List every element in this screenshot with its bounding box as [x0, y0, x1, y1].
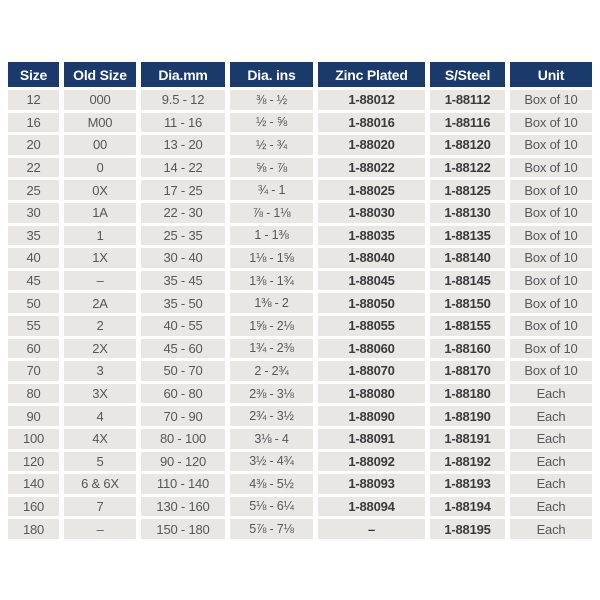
table-cell-dia-mm: 25 - 35: [141, 226, 225, 246]
table-cell-s-steel: 1-88130: [430, 203, 505, 223]
table-cell-zinc-plated: 1-88045: [318, 271, 425, 291]
table-cell-dia-mm: 17 - 25: [141, 180, 225, 200]
table-cell-s-steel: 1-88191: [430, 429, 505, 449]
table-cell-s-steel: 1-88116: [430, 113, 505, 133]
table-cell-dia-ins: 2⅜ - 3⅛: [230, 384, 313, 404]
table-cell-size: 80: [8, 384, 59, 404]
table-cell-size: 30: [8, 203, 59, 223]
table-row: [8, 429, 592, 449]
table-cell-dia-mm: 40 - 55: [141, 316, 225, 336]
table-row: [8, 316, 592, 336]
table-cell-unit: Each: [510, 519, 592, 539]
table-cell-old-size: M00: [64, 113, 136, 133]
table-cell-zinc-plated: 1-88035: [318, 226, 425, 246]
table-cell-dia-mm: 50 - 70: [141, 361, 225, 381]
table-cell-dia-ins: 1 - 1⅜: [230, 226, 313, 246]
table-cell-old-size: 1: [64, 226, 136, 246]
table-cell-zinc-plated: 1-88090: [318, 406, 425, 426]
table-cell-old-size: 2X: [64, 339, 136, 359]
table-cell-s-steel: 1-88195: [430, 519, 505, 539]
column-header-dia-mm: Dia.mm: [141, 62, 225, 87]
table-cell-unit: Box of 10: [510, 113, 592, 133]
table-cell-old-size: 4X: [64, 429, 136, 449]
table-cell-dia-ins: 5⅛ - 6¼: [230, 497, 313, 517]
table-cell-old-size: 7: [64, 497, 136, 517]
table-cell-s-steel: 1-88194: [430, 497, 505, 517]
table-cell-unit: Each: [510, 452, 592, 472]
table-cell-zinc-plated: 1-88012: [318, 90, 425, 110]
table-cell-dia-mm: 150 - 180: [141, 519, 225, 539]
table-cell-old-size: 2A: [64, 293, 136, 313]
table-cell-old-size: 5: [64, 452, 136, 472]
column-header-dia-ins: Dia. ins: [230, 62, 313, 87]
table-cell-s-steel: 1-88170: [430, 361, 505, 381]
table-cell-size: 55: [8, 316, 59, 336]
table-row: [8, 339, 592, 359]
table-cell-zinc-plated: 1-88092: [318, 452, 425, 472]
table-row: [8, 113, 592, 133]
table-cell-dia-mm: 13 - 20: [141, 135, 225, 155]
table-cell-size: 60: [8, 339, 59, 359]
table-cell-old-size: 2: [64, 316, 136, 336]
table-row: [8, 271, 592, 291]
table-cell-old-size: 3: [64, 361, 136, 381]
table-cell-dia-ins: ½ - ¾: [230, 135, 313, 155]
table-row: [8, 293, 592, 313]
table-cell-unit: Box of 10: [510, 226, 592, 246]
table-cell-s-steel: 1-88150: [430, 293, 505, 313]
table-cell-dia-ins: 4⅜ - 5½: [230, 474, 313, 494]
table-cell-zinc-plated: 1-88050: [318, 293, 425, 313]
table-cell-dia-ins: 1⅛ - 1⅝: [230, 248, 313, 268]
table-cell-unit: Box of 10: [510, 180, 592, 200]
table-cell-unit: Box of 10: [510, 361, 592, 381]
table-cell-size: 160: [8, 497, 59, 517]
table-cell-dia-mm: 9.5 - 12: [141, 90, 225, 110]
table-cell-size: 45: [8, 271, 59, 291]
table-cell-unit: Box of 10: [510, 271, 592, 291]
table-cell-s-steel: 1-88120: [430, 135, 505, 155]
table-cell-dia-ins: ⅞ - 1⅛: [230, 203, 313, 223]
table-row: [8, 497, 592, 517]
table-cell-dia-ins: 1⅜ - 1¾: [230, 271, 313, 291]
table-cell-unit: Box of 10: [510, 90, 592, 110]
table-row: [8, 406, 592, 426]
table-cell-size: 20: [8, 135, 59, 155]
table-cell-dia-mm: 60 - 80: [141, 384, 225, 404]
table-cell-dia-mm: 130 - 160: [141, 497, 225, 517]
table-cell-zinc-plated: –: [318, 519, 425, 539]
table-cell-zinc-plated: 1-88025: [318, 180, 425, 200]
table-cell-dia-mm: 35 - 45: [141, 271, 225, 291]
table-cell-unit: Box of 10: [510, 158, 592, 178]
table-cell-old-size: 000: [64, 90, 136, 110]
table-cell-s-steel: 1-88180: [430, 384, 505, 404]
table-cell-zinc-plated: 1-88020: [318, 135, 425, 155]
table-cell-unit: Box of 10: [510, 248, 592, 268]
table-cell-dia-ins: ⅜ - ½: [230, 90, 313, 110]
table-cell-zinc-plated: 1-88040: [318, 248, 425, 268]
table-cell-size: 40: [8, 248, 59, 268]
table-cell-dia-ins: 1⅝ - 2⅛: [230, 316, 313, 336]
table-row: [8, 226, 592, 246]
table-cell-dia-mm: 30 - 40: [141, 248, 225, 268]
table-cell-dia-mm: 14 - 22: [141, 158, 225, 178]
header-row: [8, 62, 592, 87]
table-cell-s-steel: 1-88193: [430, 474, 505, 494]
table-cell-size: 70: [8, 361, 59, 381]
table-cell-size: 25: [8, 180, 59, 200]
table-cell-old-size: 1X: [64, 248, 136, 268]
table-cell-size: 90: [8, 406, 59, 426]
table-cell-dia-ins: ¾ - 1: [230, 180, 313, 200]
table-cell-dia-mm: 110 - 140: [141, 474, 225, 494]
table-cell-unit: Each: [510, 384, 592, 404]
table-cell-s-steel: 1-88135: [430, 226, 505, 246]
table-cell-unit: Box of 10: [510, 203, 592, 223]
table-cell-dia-ins: 2¾ - 3½: [230, 406, 313, 426]
table-cell-dia-ins: 3½ - 4¾: [230, 452, 313, 472]
table-cell-old-size: 4: [64, 406, 136, 426]
table-row: [8, 384, 592, 404]
table-cell-s-steel: 1-88145: [430, 271, 505, 291]
table-cell-zinc-plated: 1-88070: [318, 361, 425, 381]
table-cell-size: 12: [8, 90, 59, 110]
table-row: [8, 474, 592, 494]
table-cell-old-size: 3X: [64, 384, 136, 404]
table-cell-s-steel: 1-88140: [430, 248, 505, 268]
table-cell-size: 140: [8, 474, 59, 494]
table-cell-size: 16: [8, 113, 59, 133]
table-cell-unit: Each: [510, 406, 592, 426]
table-cell-size: 35: [8, 226, 59, 246]
table-row: [8, 452, 592, 472]
table-row: [8, 248, 592, 268]
table-cell-dia-mm: 45 - 60: [141, 339, 225, 359]
table-cell-old-size: –: [64, 271, 136, 291]
table-cell-dia-ins: 5⅞ - 7⅛: [230, 519, 313, 539]
table-cell-s-steel: 1-88112: [430, 90, 505, 110]
table-cell-dia-mm: 90 - 120: [141, 452, 225, 472]
table-cell-old-size: 0X: [64, 180, 136, 200]
table-cell-old-size: 0: [64, 158, 136, 178]
table-row: [8, 180, 592, 200]
table-cell-zinc-plated: 1-88080: [318, 384, 425, 404]
table-cell-dia-ins: ⅝ - ⅞: [230, 158, 313, 178]
table-cell-dia-mm: 22 - 30: [141, 203, 225, 223]
table-cell-zinc-plated: 1-88060: [318, 339, 425, 359]
column-header-s-steel: S/Steel: [430, 62, 505, 87]
table-cell-dia-ins: 2 - 2¾: [230, 361, 313, 381]
table-row: [8, 135, 592, 155]
table-row: [8, 203, 592, 223]
table-cell-unit: Box of 10: [510, 339, 592, 359]
table-cell-zinc-plated: 1-88091: [318, 429, 425, 449]
table-cell-dia-mm: 70 - 90: [141, 406, 225, 426]
table-cell-dia-ins: 1⅜ - 2: [230, 293, 313, 313]
table-row: [8, 361, 592, 381]
table-cell-size: 22: [8, 158, 59, 178]
table-cell-size: 120: [8, 452, 59, 472]
table-cell-size: 100: [8, 429, 59, 449]
table-cell-old-size: 6 & 6X: [64, 474, 136, 494]
table-cell-zinc-plated: 1-88093: [318, 474, 425, 494]
table-cell-zinc-plated: 1-88022: [318, 158, 425, 178]
table-cell-old-size: 1A: [64, 203, 136, 223]
table-cell-zinc-plated: 1-88016: [318, 113, 425, 133]
table-cell-dia-ins: 1¾ - 2⅜: [230, 339, 313, 359]
table-cell-s-steel: 1-88122: [430, 158, 505, 178]
spec-table: [8, 62, 592, 539]
table-cell-size: 180: [8, 519, 59, 539]
table-cell-unit: Box of 10: [510, 293, 592, 313]
table-cell-unit: Each: [510, 474, 592, 494]
table-cell-unit: Box of 10: [510, 135, 592, 155]
table-cell-dia-mm: 35 - 50: [141, 293, 225, 313]
table-cell-s-steel: 1-88190: [430, 406, 505, 426]
table-cell-dia-ins: ½ - ⅝: [230, 113, 313, 133]
column-header-zinc-plated: Zinc Plated: [318, 62, 425, 87]
table-cell-unit: Each: [510, 497, 592, 517]
column-header-old-size: Old Size: [64, 62, 136, 87]
table-cell-unit: Each: [510, 429, 592, 449]
table-cell-size: 50: [8, 293, 59, 313]
table-cell-s-steel: 1-88192: [430, 452, 505, 472]
table-cell-s-steel: 1-88155: [430, 316, 505, 336]
column-header-unit: Unit: [510, 62, 592, 87]
table-cell-old-size: –: [64, 519, 136, 539]
table-cell-s-steel: 1-88160: [430, 339, 505, 359]
table-cell-zinc-plated: 1-88055: [318, 316, 425, 336]
table-cell-dia-ins: 3⅛ - 4: [230, 429, 313, 449]
table-cell-dia-mm: 80 - 100: [141, 429, 225, 449]
table-cell-zinc-plated: 1-88094: [318, 497, 425, 517]
table-row: [8, 158, 592, 178]
table-row: [8, 519, 592, 539]
table-cell-s-steel: 1-88125: [430, 180, 505, 200]
table-row: [8, 90, 592, 110]
table-cell-unit: Box of 10: [510, 316, 592, 336]
table-cell-zinc-plated: 1-88030: [318, 203, 425, 223]
column-header-size: Size: [8, 62, 59, 87]
table-cell-dia-mm: 11 - 16: [141, 113, 225, 133]
table-cell-old-size: 00: [64, 135, 136, 155]
